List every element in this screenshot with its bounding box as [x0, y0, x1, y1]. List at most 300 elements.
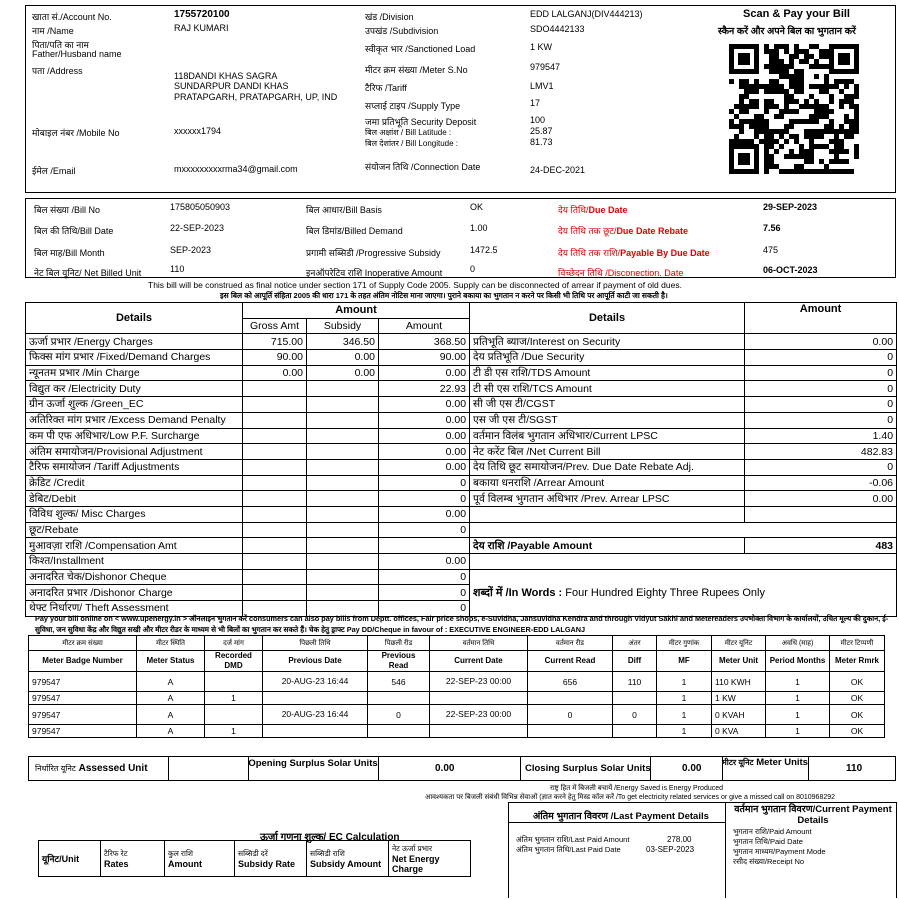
charge-amount: 0.00 [379, 412, 470, 428]
ec-col-en: Subsidy Rate [238, 858, 296, 869]
email-value: mxxxxxxxxxrma34@gmail.com [174, 164, 298, 174]
current-payment-item: भुगतान माध्यम/Payment Mode [733, 847, 826, 856]
right-charge-label: एस जी एस टी/SGST [470, 412, 745, 428]
father-label-en: Father/Husband name [32, 49, 122, 59]
charge-gross [243, 444, 307, 460]
charge-subsidy [307, 459, 379, 475]
meter-value: 979547 [530, 62, 561, 72]
meter-hi-header: अवधि (माह) [766, 636, 830, 651]
blank-cell [470, 522, 897, 538]
charge-label: विद्युत कर /Electricity Duty [26, 381, 243, 397]
in-words-value: Four Hundred Eighty Three Rupees Only [565, 587, 765, 600]
meter-hi-header: पिछली तिथि [263, 636, 368, 651]
charges-row [26, 444, 897, 460]
subsidy-label: प्रगामी सब्सिडी /Progressive Subsidy [306, 248, 441, 258]
meter-cell: 110 KWH [712, 672, 766, 692]
in-words-label: शब्दों में /In Words : [473, 587, 563, 600]
meter-cell: 1 [657, 705, 712, 725]
charges-row [26, 569, 897, 585]
meter-table [28, 635, 885, 738]
charge-subsidy [307, 381, 379, 397]
blank-cell [745, 506, 897, 522]
ec-col-en: Rates [104, 858, 129, 869]
ec-col-hi: नेट ऊर्जा प्रभार [392, 843, 433, 853]
charge-gross [243, 569, 307, 585]
closing-value: 0.00 [682, 763, 702, 774]
charges-table [25, 302, 897, 617]
current-payment-item: भुगतान तिथि/Paid Date [733, 837, 803, 846]
opening-label: Opening Surplus Solar Units [248, 758, 378, 769]
current-payment-item: रसीद संख्या/Receipt No [733, 857, 805, 866]
meter-cell [528, 725, 613, 738]
meter-en-header: Previous Date [263, 651, 368, 672]
meter-cell: 22-SEP-23 00:00 [430, 705, 528, 725]
charge-subsidy [307, 506, 379, 522]
meter-hi-header: दर्ज मांग [205, 636, 263, 651]
charge-amount: 0 [379, 601, 470, 617]
right-charge-amount: 0 [745, 412, 897, 428]
charge-gross [243, 459, 307, 475]
meter-en-header: Meter Status [137, 651, 205, 672]
charge-label: थेफ्ट निर्धारण/ Theft Assessment [26, 601, 243, 617]
charge-subsidy: 346.50 [307, 334, 379, 350]
meter-en-header: Current Read [528, 651, 613, 672]
bill-no-label: बिल संख्या /Bill No [34, 205, 100, 215]
basis-label: बिल आधार/Bill Basis [306, 205, 382, 215]
right-charge-amount: 0 [745, 350, 897, 366]
meter-en-header: Meter Rmrk [830, 651, 885, 672]
charge-amount: 0.00 [379, 365, 470, 381]
address-line-2: SUNDARPUR DANDI KHAS [174, 81, 289, 91]
payable-due-value: 475 [763, 245, 779, 255]
right-charge-label: सी जी एस टी/CGST [470, 397, 745, 413]
meter-cell: 1 [766, 705, 830, 725]
charges-row [26, 365, 897, 381]
charge-gross [243, 428, 307, 444]
name-value: RAJ KUMARI [174, 23, 229, 33]
charge-amount: 368.50 [379, 334, 470, 350]
charge-label: विविध शुल्क/ Misc Charges [26, 506, 243, 522]
meter-cell: OK [830, 692, 885, 705]
payable-amount-label: देय राशि /Payable Amount [470, 538, 745, 554]
charges-row [26, 381, 897, 397]
charges-row [26, 412, 897, 428]
inop-label: इनऑपरेटिव राशि Inoperative Amount [306, 268, 443, 278]
meter-en-header: Previous Read [368, 651, 430, 672]
long-label: बिल देशांतर / Bill Longitude : [365, 139, 459, 148]
charge-label: किश्त/Installment [26, 554, 243, 570]
ec-col [101, 841, 165, 877]
amount-header: Amount [243, 303, 470, 319]
lat-value: 25.87 [530, 126, 553, 136]
meter-cell: OK [830, 725, 885, 738]
gross-header: Gross Amt [243, 318, 307, 334]
meter-cell: 979547 [29, 725, 137, 738]
tariff-value: LMV1 [530, 81, 554, 91]
meter-cell: 0 [528, 705, 613, 725]
charge-amount: 0 [379, 475, 470, 491]
in-words-cell [470, 569, 897, 616]
charge-subsidy [307, 538, 379, 554]
blank-cell [470, 506, 745, 522]
meter-en-header: Period Months [766, 651, 830, 672]
disc-date-label: विच्छेदन तिथि /Disconection. Date [558, 268, 684, 278]
charge-subsidy [307, 444, 379, 460]
meter-cell: 1 [657, 672, 712, 692]
charge-gross [243, 538, 307, 554]
charge-subsidy [307, 585, 379, 601]
assessed-label: निर्धारित यूनिट Assessed Unit [35, 763, 148, 774]
charge-amount: 90.00 [379, 350, 470, 366]
notice-en: This bill will be construed as final notice under section 171 of Supply Code 2005. Supply can be disconnected of arrear if payment of old dues. [148, 280, 682, 290]
meter-hi-header: पिछली रीड [368, 636, 430, 651]
scan-subtitle: स्कैन करें और अपने बिल का भुगतान करें [718, 26, 856, 37]
meter-cell [613, 725, 657, 738]
charge-amount: 0 [379, 585, 470, 601]
demand-label: बिल डिमांड/Billed Demand [306, 226, 403, 236]
details-header: Details [26, 303, 243, 334]
amount-header-right: Amount [745, 303, 897, 334]
blank-cell [470, 554, 897, 570]
meter-cell: 110 [613, 672, 657, 692]
charges-row [26, 538, 897, 554]
meter-row [29, 725, 885, 738]
bill-no-value: 175805050903 [170, 202, 231, 212]
meter-cell: A [137, 725, 205, 738]
meter-cell: 22-SEP-23 00:00 [430, 672, 528, 692]
charge-subsidy [307, 522, 379, 538]
meter-hi-header: वर्तमान रीड [528, 636, 613, 651]
right-charge-amount: 0 [745, 397, 897, 413]
charge-gross [243, 381, 307, 397]
basis-value: OK [470, 202, 484, 212]
ec-col-en: Subsidy Amount [310, 858, 382, 869]
charge-amount [379, 538, 470, 554]
father-label: पिता/पति का नाम [32, 40, 89, 50]
meter-cell: 1 [766, 672, 830, 692]
meter-cell: 0 [613, 705, 657, 725]
mobile-label: मोबाइल नंबर /Mobile No [32, 128, 120, 138]
charge-subsidy [307, 491, 379, 507]
meter-cell: A [137, 692, 205, 705]
meter-en-header: MF [657, 651, 712, 672]
meter-cell [528, 692, 613, 705]
details-header-right: Details [470, 303, 745, 334]
meter-en-header: Meter Unit [712, 651, 766, 672]
charge-amount: 0 [379, 491, 470, 507]
qr-code[interactable] [729, 44, 859, 174]
charge-label: डेबिट/Debit [26, 491, 243, 507]
meter-en-header: Recorded DMD [205, 651, 263, 672]
inop-value: 0 [470, 264, 476, 274]
meter-cell: 0 [368, 705, 430, 725]
ec-col [307, 841, 389, 877]
meter-row [29, 705, 885, 725]
right-charge-label: प्रतिभूति ब्याज/Interest on Security [470, 334, 745, 350]
subdivision-value: SDO4442133 [530, 24, 585, 34]
charge-label: अंतिम समायोजन/Provisional Adjustment [26, 444, 243, 460]
charge-label: अनादरित चेक/Dishonor Cheque [26, 569, 243, 585]
name-label: नाम /Name [32, 26, 74, 36]
rebate-value: 7.56 [763, 223, 781, 233]
charge-subsidy [307, 569, 379, 585]
charge-gross [243, 554, 307, 570]
charge-label: कम पी एफ अधिभार/Low P.F. Surcharge [26, 428, 243, 444]
charge-amount: 0.00 [379, 459, 470, 475]
email-label: ईमेल /Email [32, 166, 76, 176]
load-label: स्वीकृत भार /Sanctioned Load [365, 44, 476, 54]
pay-online-line: Pay your bill online on < www.upenergy.in > ऑनलाइन भुगतान करें consumers can also pay bills from Deptt. offices, Fair price shops, e-Suvidha, Jansuvidha Kendra and through Vidyut Sakhi and Metereaders उपभोक्ता विभाग के कार्यालयों, उचित मूल्य की दुकान, ई- [35, 614, 889, 623]
charge-label: मुआवज़ा राशि /Compensation Amt [26, 538, 243, 554]
meter-hi-header: मीटर गुणांक [657, 636, 712, 651]
charge-amount: 0.00 [379, 397, 470, 413]
meter-cell: 546 [368, 672, 430, 692]
charge-label: न्यूनतम प्रभार /Min Charge [26, 365, 243, 381]
charge-amount: 0.00 [379, 554, 470, 570]
charge-subsidy: 0.00 [307, 365, 379, 381]
right-charge-amount: -0.06 [745, 475, 897, 491]
right-charge-label: देय प्रतिभूति /Due Security [470, 350, 745, 366]
ec-col-hi: कुल राशि [168, 848, 193, 858]
missed-call-line: आवश्यकता पर बिजली संबंधी विभिन्न सेवाओं (ज्ञात करने हेतु मिस्ड कॉल करें /To get electricity related services or give a missed call on 8010968292 [425, 794, 836, 801]
charge-gross [243, 491, 307, 507]
charge-amount: 0 [379, 569, 470, 585]
right-charge-label: नेट करेंट बिल /Net Current Bill [470, 444, 745, 460]
bill-date-label: बिल की तिथि/Bill Date [34, 226, 114, 236]
lat-label: बिल अक्षांश / Bill Latitude : [365, 128, 452, 137]
meter-units-value: 110 [846, 763, 863, 774]
meter-cell: A [137, 705, 205, 725]
right-charge-amount: 0.00 [745, 334, 897, 350]
amt-header: Amount [379, 318, 470, 334]
ec-col-hi: सब्सिडी दरें [238, 848, 268, 858]
charges-row [26, 428, 897, 444]
meter-cell: 20-AUG-23 16:44 [263, 672, 368, 692]
meter-label: मीटर क्रम संख्या /Meter S.No [365, 65, 468, 75]
charges-row [26, 334, 897, 350]
connection-label: संयोजन तिथि /Connection Date [365, 162, 481, 172]
charges-row [26, 506, 897, 522]
meter-cell: 979547 [29, 705, 137, 725]
charge-label: क्रेडिट /Credit [26, 475, 243, 491]
meter-cell: A [137, 672, 205, 692]
demand-value: 1.00 [470, 223, 488, 233]
ec-col-hi: टैरिफ रेट [104, 848, 128, 858]
charge-amount: 0.00 [379, 444, 470, 460]
address-label: पता /Address [32, 66, 83, 76]
charges-row [26, 350, 897, 366]
bill-date-value: 22-SEP-2023 [170, 223, 225, 233]
address-line-3: PRATAPGARH, PRATAPGARH, UP, IND [174, 92, 338, 102]
pay-dd-line: सुविधा, जन सुविधा केंद्र और विद्युत सखी और मीटर रीडर के माध्यम से भी बिलों का भुगतान कर सकते हैं। चेक हेतु ड्राफ्ट Pay DD/Cheque in favour of : EXECUTIVE ENGINEER-EDD LALGANJ [35, 625, 586, 634]
payable-due-label: देय तिथि तक राशि/Payable By Due Date [558, 248, 710, 258]
connection-value: 24-DEC-2021 [530, 165, 586, 175]
meter-cell [613, 692, 657, 705]
meter-hi-header: मीटर स्थिति [137, 636, 205, 651]
charge-amount: 0.00 [379, 506, 470, 522]
right-charge-label: बकाया धनराशि /Arrear Amount [470, 475, 745, 491]
meter-cell [368, 725, 430, 738]
meter-cell: 1 [205, 725, 263, 738]
subsidy-value: 1472.5 [470, 245, 498, 255]
bill-month-label: बिल माह/Bill Month [34, 248, 105, 258]
due-date-label: देय तिथि/Due Date [558, 205, 628, 215]
charge-label: फिक्स मांग प्रभार /Fixed/Demand Charges [26, 350, 243, 366]
meter-cell [368, 692, 430, 705]
disc-date-value: 06-OCT-2023 [763, 265, 818, 275]
meter-cell: 20-AUG-23 16:44 [263, 705, 368, 725]
charges-row [26, 475, 897, 491]
closing-label: Closing Surplus Solar Units [525, 763, 651, 774]
charge-label: टैरिफ समायोजन /Tariff Adjustments [26, 459, 243, 475]
last-paid-date: 03-SEP-2023 [646, 845, 695, 854]
charge-gross [243, 522, 307, 538]
division-label: खंड /Division [365, 12, 414, 22]
meter-cell [263, 725, 368, 738]
charges-row [26, 397, 897, 413]
charge-gross: 0.00 [243, 365, 307, 381]
address-line-1: 118DANDI KHAS SAGRA [174, 71, 278, 81]
charge-subsidy [307, 475, 379, 491]
charge-gross [243, 585, 307, 601]
right-charge-amount: 0.00 [745, 491, 897, 507]
last-paid-amount: 278.00 [667, 835, 692, 844]
ec-col-en: यूनिट/Unit [42, 853, 80, 864]
energy-saved-line: राष्ट्र हित में बिजली बचायें /Energy Saved is Energy Produced [550, 785, 724, 792]
right-charge-label: टी डी एस राशि/TDS Amount [470, 365, 745, 381]
ec-title: ऊर्जा गणना शुल्क/ EC Calculation [260, 832, 400, 843]
last-payment-title: अंतिम भुगतान विवरण /Last Payment Details [533, 811, 709, 822]
right-charge-label: टी सी एस राशि/TCS Amount [470, 381, 745, 397]
ec-col [165, 841, 235, 877]
charge-label: ऊर्जा प्रभार /Energy Charges [26, 334, 243, 350]
charge-gross [243, 412, 307, 428]
meter-units-label: मीटर यूनिट Meter Units [722, 757, 808, 768]
supply-value: 17 [530, 98, 541, 108]
supply-label: सप्लाई टाइप /Supply Type [365, 101, 461, 111]
net-units-value: 110 [170, 264, 185, 274]
deposit-value: 100 [530, 115, 546, 125]
meter-hi-header: अंतर [613, 636, 657, 651]
bill-month-value: SEP-2023 [170, 245, 212, 255]
due-date-value: 29-SEP-2023 [763, 202, 818, 212]
deposit-label: जमा प्रतिभूति Security Deposit [365, 117, 477, 127]
ec-col-en: Net Energy Charge [392, 853, 440, 874]
meter-en-header: Meter Badge Number [29, 651, 137, 672]
charge-label: ग्रीन ऊर्जा शुल्क /Green_EC [26, 397, 243, 413]
charge-label: अनादरित प्रभार /Dishonor Charge [26, 585, 243, 601]
meter-cell [263, 692, 368, 705]
meter-en-header: Diff [613, 651, 657, 672]
meter-cell: 979547 [29, 692, 137, 705]
charge-amount: 0 [379, 522, 470, 538]
mobile-value: xxxxxx1794 [174, 126, 222, 136]
load-value: 1 KW [530, 42, 553, 52]
rebate-label: देय तिथि तक छूट/Due Date Rebate [558, 226, 688, 236]
ec-col-en: Amount [168, 858, 202, 869]
charge-gross [243, 475, 307, 491]
ec-col [39, 841, 101, 877]
charge-gross: 715.00 [243, 334, 307, 350]
right-charge-label: वर्तमान विलंब भुगतान अधिभार/Current LPSC [470, 428, 745, 444]
ec-col [235, 841, 307, 877]
right-charge-amount: 0 [745, 381, 897, 397]
ec-table [38, 840, 471, 877]
meter-hi-header: मीटर यूनिट [712, 636, 766, 651]
meter-cell: 1 KW [712, 692, 766, 705]
charge-gross: 90.00 [243, 350, 307, 366]
current-payment-list [733, 827, 826, 867]
opening-value: 0.00 [435, 763, 455, 774]
meter-row [29, 692, 885, 705]
account-no-value: 1755720100 [174, 9, 230, 20]
charge-subsidy [307, 412, 379, 428]
meter-cell: 1 [657, 725, 712, 738]
meter-cell: 0 KVAH [712, 705, 766, 725]
meter-cell: 1 [205, 692, 263, 705]
notice-hi: इस बिल को आपूर्ति संहिता 2005 की धारा 171 के तहत अंतिम नोटिस माना जाएगा। पुराने बकाया का भुगतान न करने पर किसी भी तिथि पर आपूर्ति काटी जा सकती है। [220, 291, 668, 300]
charge-amount: 0.00 [379, 428, 470, 444]
meter-cell: 1 [766, 725, 830, 738]
account-no-label: खाता सं./Account No. [32, 12, 112, 22]
meter-cell: 656 [528, 672, 613, 692]
charges-row [26, 522, 897, 538]
payable-amount-value: 483 [745, 538, 897, 554]
ec-col-hi: सब्सिडी राशि [310, 848, 345, 858]
scan-title: Scan & Pay your Bill [743, 8, 850, 20]
ec-col [389, 841, 471, 877]
meter-hi-header: मीटर टिप्पणी [830, 636, 885, 651]
meter-en-header: Current Date [430, 651, 528, 672]
meter-cell: OK [830, 672, 885, 692]
net-units-label: नेट बिल यूनिट/ Net Billed Unit [34, 268, 142, 278]
meter-cell: OK [830, 705, 885, 725]
right-charge-label: पूर्व विलम्ब भुगतान अधिभार /Prev. Arrear LPSC [470, 491, 745, 507]
charge-gross [243, 506, 307, 522]
meter-hi-header: मीटर क्रम संख्या [29, 636, 137, 651]
charge-subsidy [307, 428, 379, 444]
meter-cell [205, 705, 263, 725]
last-paid-date-label: अंतिम भुगतान तिथि/Last Paid Date [516, 845, 621, 854]
meter-cell [430, 692, 528, 705]
last-paid-amount-label: अंतिम भुगतान राशि/Last Paid Amount [516, 835, 630, 844]
right-charge-amount: 1.40 [745, 428, 897, 444]
charge-subsidy [307, 554, 379, 570]
current-payment-title: वर्तमान भुगतान विवरण/Current Payment Details [734, 804, 892, 826]
charge-subsidy: 0.00 [307, 350, 379, 366]
subsidy-header: Subsidy [307, 318, 379, 334]
division-value: EDD LALGANJ(DIV444213) [530, 9, 643, 19]
charge-label: छूट/Rebate [26, 522, 243, 538]
tariff-label: टैरिफ /Tariff [365, 83, 407, 93]
meter-cell: 0 KVA [712, 725, 766, 738]
charge-label: अतिरिक्त मांग प्रभार /Excess Demand Penalty [26, 412, 243, 428]
charge-gross [243, 397, 307, 413]
meter-cell: 979547 [29, 672, 137, 692]
current-payment-item: भुगतान राशि/Paid Amount [733, 827, 812, 836]
charges-row [26, 554, 897, 570]
right-charge-label: देय तिथि छूट समायोजन/Prev. Due Date Rebate Adj. [470, 459, 745, 475]
meter-cell: 1 [657, 692, 712, 705]
charge-amount: 22.93 [379, 381, 470, 397]
meter-cell [430, 725, 528, 738]
right-charge-amount: 482.83 [745, 444, 897, 460]
charges-row [26, 459, 897, 475]
right-charge-amount: 0 [745, 459, 897, 475]
meter-cell: 1 [766, 692, 830, 705]
long-value: 81.73 [530, 137, 553, 147]
meter-row [29, 672, 885, 692]
